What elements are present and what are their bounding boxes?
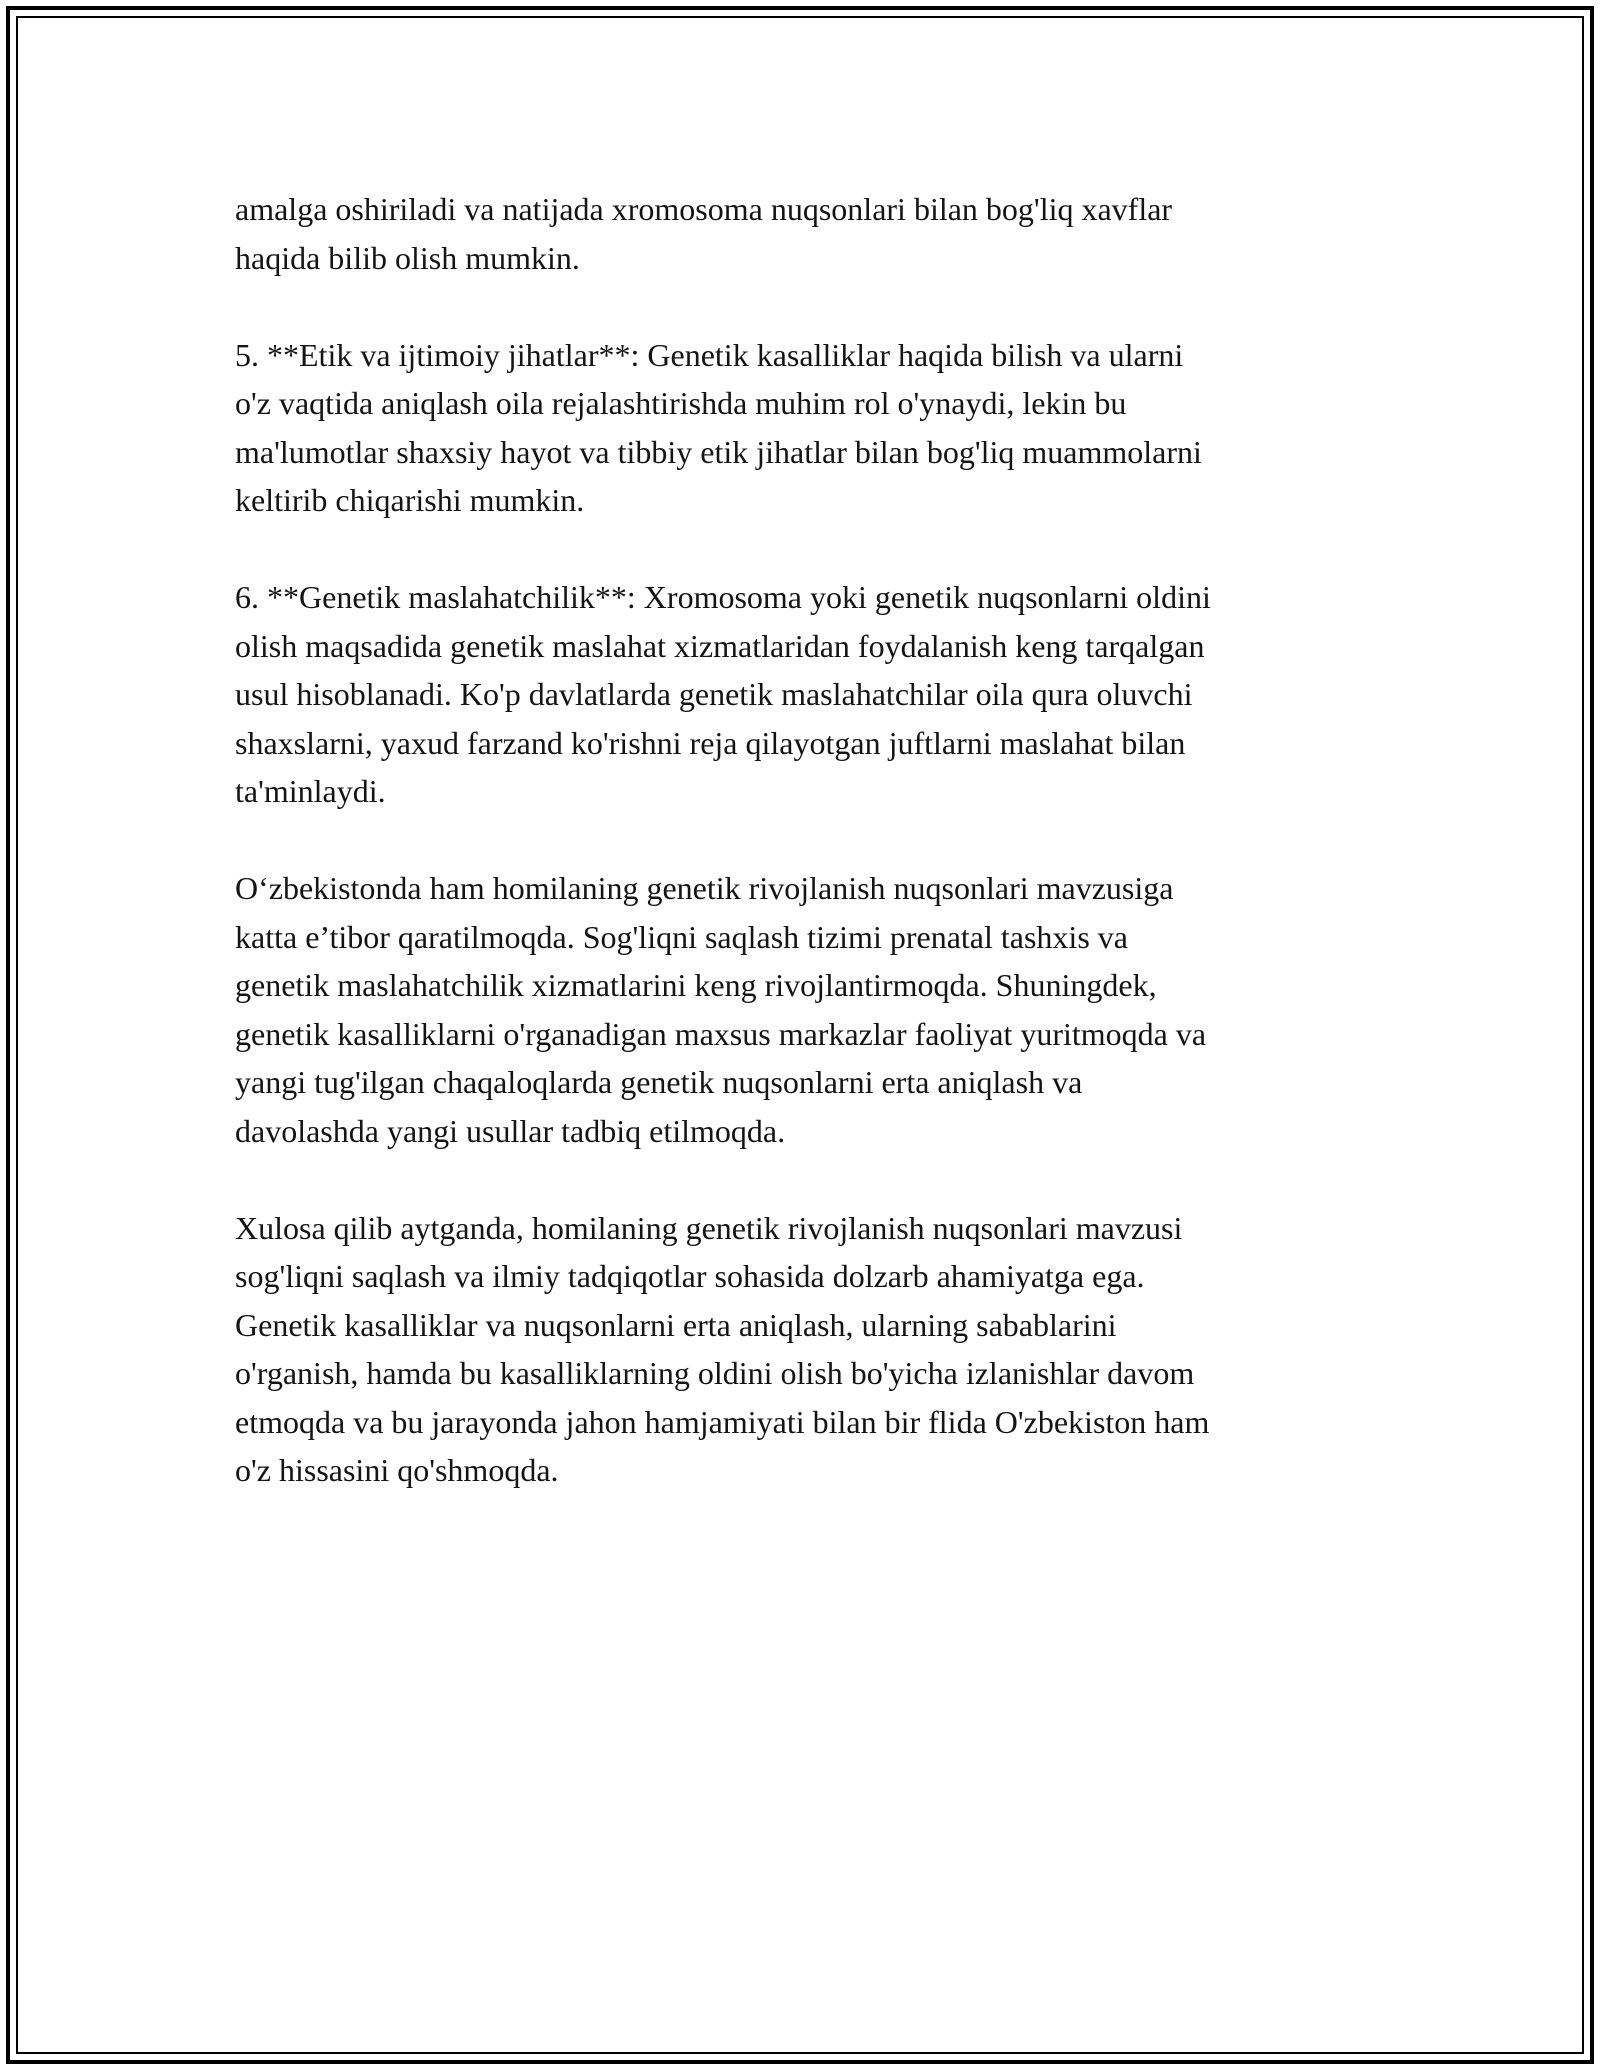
text-line: shaxslarni, yaxud farzand ko'rishni reja qilayotgan juftlarni maslahat bilan	[235, 724, 1186, 761]
text-line: katta e’tibor qaratilmoqda. Sog'liqni saqlash tizimi prenatal tashxis va	[235, 918, 1128, 955]
text-line: O‘zbekistonda ham homilaning genetik rivojlanish nuqsonlari mavzusiga	[235, 870, 1174, 906]
text-line: genetik maslahatchilik xizmatlarini keng rivojlantirmoqda. Shuningdek,	[235, 967, 1157, 1003]
paragraph-conclusion	[235, 1204, 1385, 1495]
text-line: yangi tug'ilgan chaqaloqlarda genetik nuqsonlarni erta aniqlash va	[235, 1064, 1083, 1100]
text-line: etmoqda va bu jarayonda jahon hamjamiyati bilan bir flida O'zbekiston ham	[235, 1403, 1210, 1440]
text-line: ma'lumotlar shaxsiy hayot va tibbiy etik jihatlar bilan bog'liq muammolarni	[235, 433, 1202, 470]
text-line: usul hisoblanadi. Ko'p davlatlarda genetik maslahatchilar oila qura oluvchi	[235, 676, 1193, 712]
paragraph-genetic-counseling	[235, 573, 1385, 816]
document-body	[235, 185, 1385, 1543]
text-line: haqida bilib olish mumkin.	[235, 239, 580, 276]
paragraph-continuation	[235, 185, 1385, 282]
text-line: genetik kasalliklarni o'rganadigan maxsus markazlar faoliyat yuritmoqda va	[235, 1015, 1207, 1052]
text-line: sog'liqni saqlash va ilmiy tadqiqotlar sohasida dolzarb ahamiyatga ega.	[235, 1258, 1145, 1294]
text-line: keltirib chiqarishi mumkin.	[235, 482, 585, 518]
text-line: Xulosa qilib aytganda, homilaning genetik rivojlanish nuqsonlari mavzusi	[235, 1209, 1183, 1246]
paragraph-ethical-aspects	[235, 331, 1385, 525]
text-line: o'z hissasini qo'shmoqda.	[235, 1452, 559, 1488]
text-line: o'z vaqtida aniqlash oila rejalashtirishda muhim rol o'ynaydi, lekin bu	[235, 385, 1127, 421]
text-line: olish maqsadida genetik maslahat xizmatlaridan foydalanish keng tarqalgan	[235, 627, 1205, 664]
text-line: 5. **Etik va ijtimoiy jihatlar**: Genetik kasalliklar haqida bilish va ularni	[235, 336, 1184, 373]
text-line: amalga oshiriladi va natijada xromosoma nuqsonlari bilan bog'liq xavflar	[235, 191, 1173, 227]
text-line: ta'minlaydi.	[235, 773, 386, 809]
text-line: 6. **Genetik maslahatchilik**: Xromosoma yoki genetik nuqsonlarni oldini	[235, 579, 1211, 615]
paragraph-uzbekistan	[235, 864, 1385, 1155]
text-line: Genetik kasalliklar va nuqsonlarni erta aniqlash, ularning sabablarini	[235, 1306, 1117, 1343]
text-line: o'rganish, hamda bu kasalliklarning oldini olish bo'yicha izlanishlar davom	[235, 1355, 1195, 1391]
text-line: davolashda yangi usullar tadbiq etilmoqda.	[235, 1112, 786, 1149]
